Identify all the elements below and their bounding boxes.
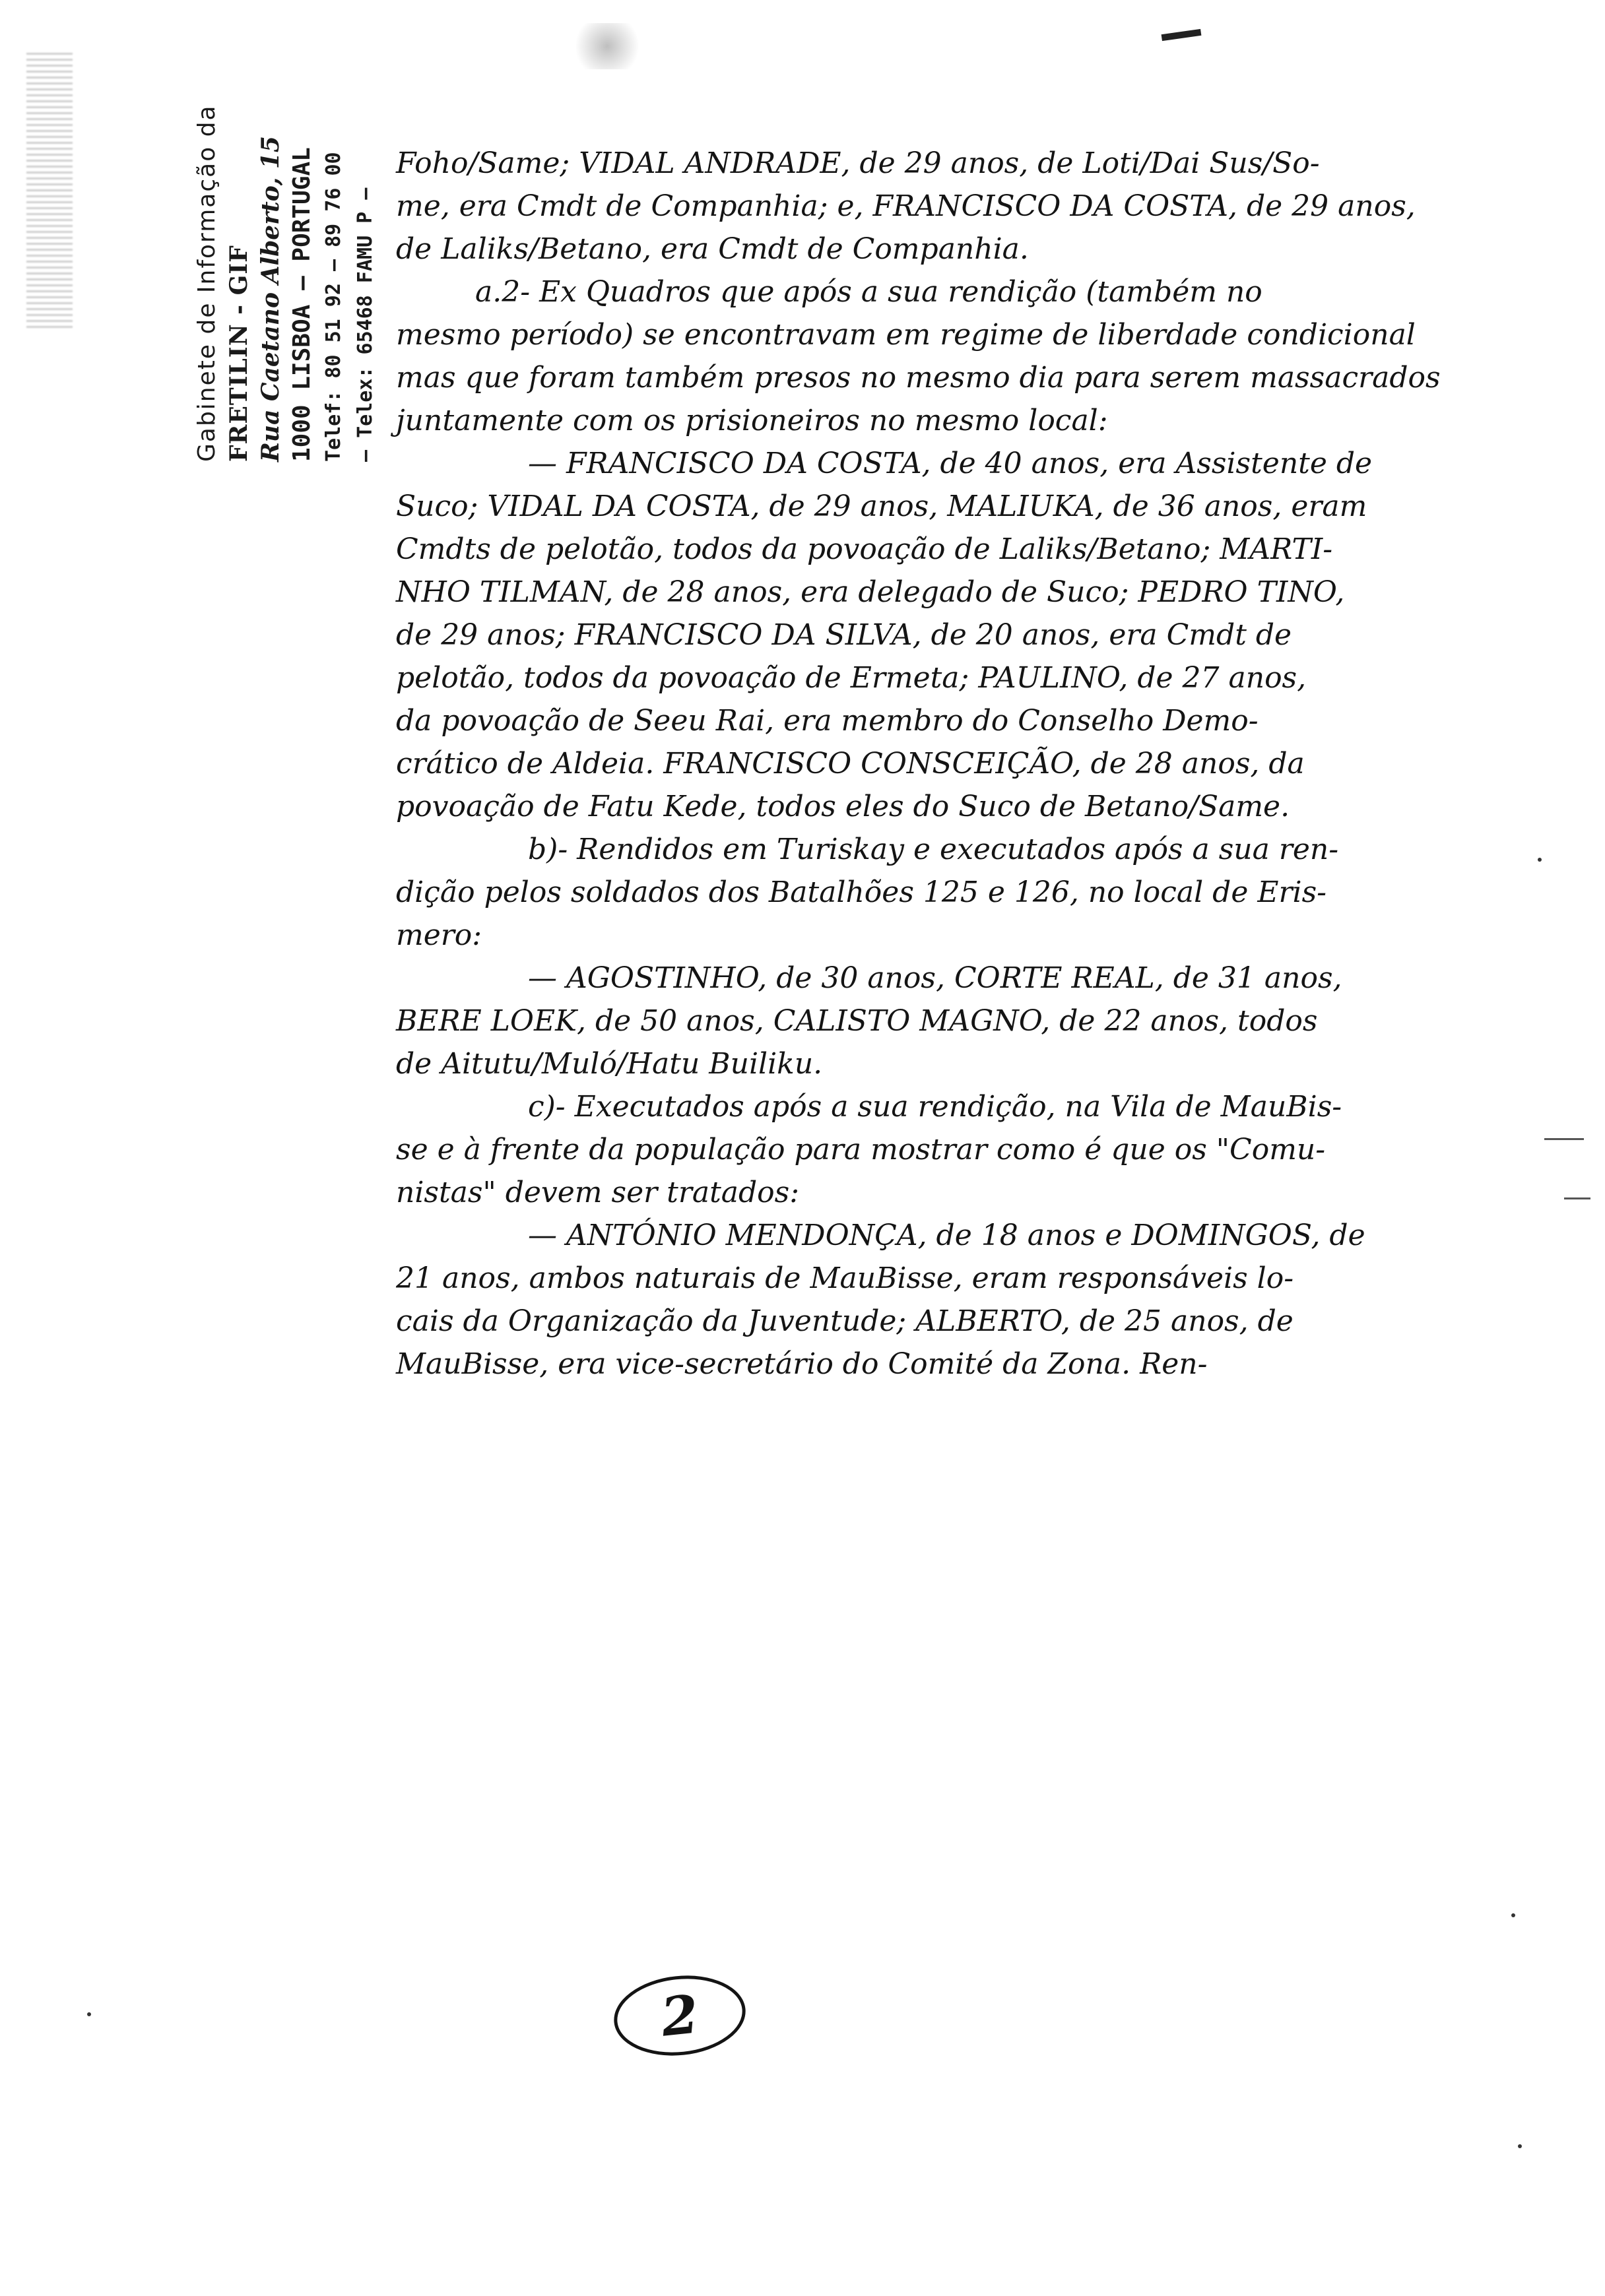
body-line: dição pelos soldados dos Batalhões 125 e 126, no local de Eris- xyxy=(396,876,1327,909)
letterhead-line-4: 1000 LISBOA — PORTUGAL xyxy=(288,147,315,462)
body-line: se e à frente da população para mostrar como é que os "Comu- xyxy=(396,1133,1326,1166)
body-line: mero: xyxy=(396,918,482,952)
scan-dash xyxy=(1564,1197,1590,1199)
letterhead-line-5: Telef: 80 51 92 — 89 76 00 xyxy=(322,152,345,462)
scan-speck xyxy=(1518,2144,1522,2148)
body-line: NHO TILMAN, de 28 anos, era delegado de Suco; PEDRO TINO, xyxy=(396,575,1345,609)
body-line: BERE LOEK, de 50 anos, CALISTO MAGNO, de 22 anos, todos xyxy=(396,1004,1318,1038)
letterhead-line-6: — Telex: 65468 FAMU P — xyxy=(354,187,377,462)
body-line: Suco; VIDAL DA COSTA, de 29 anos, MALIUKA, de 36 anos, eram xyxy=(396,490,1367,523)
body-line: juntamente com os prisioneiros no mesmo local: xyxy=(396,404,1108,437)
body-line: mas que foram também presos no mesmo dia para serem massacrados xyxy=(396,361,1441,395)
body-line: 21 anos, ambos naturais de MauBisse, eram responsáveis lo- xyxy=(396,1261,1294,1295)
body-line: — AGOSTINHO, de 30 anos, CORTE REAL, de 31 anos, xyxy=(528,961,1342,995)
body-line: povoação de Fatu Kede, todos eles do Suco de Betano/Same. xyxy=(396,790,1290,823)
body-line: — FRANCISCO DA COSTA, de 40 anos, era Assistente de xyxy=(528,447,1373,480)
body-line: mesmo período) se encontravam em regime de liberdade condicional xyxy=(396,318,1416,352)
letterhead-line-1: Gabinete de Informação da xyxy=(193,104,220,462)
body-line: Foho/Same; VIDAL ANDRADE, de 29 anos, de Loti/Dai Sus/So- xyxy=(396,146,1320,180)
body-line: da povoação de Seeu Rai, era membro do Conselho Demo- xyxy=(396,704,1259,738)
body-line: de 29 anos; FRANCISCO DA SILVA, de 20 anos, era Cmdt de xyxy=(396,618,1292,652)
scan-mark xyxy=(1162,29,1202,41)
page-number-circle: 2 xyxy=(610,1969,749,2062)
body-line: cais da Organização da Juventude; ALBERTO, de 25 anos, de xyxy=(396,1304,1294,1338)
scan-speck xyxy=(1511,1913,1515,1917)
scan-speck xyxy=(1538,858,1542,862)
body-line: nistas" devem ser tratados: xyxy=(396,1176,800,1209)
body-line: me, era Cmdt de Companhia; e, FRANCISCO DA COSTA, de 29 anos, xyxy=(396,189,1416,223)
scan-edge-noise xyxy=(26,53,73,330)
body-line: de Laliks/Betano, era Cmdt de Companhia. xyxy=(396,232,1029,266)
body-line: crático de Aldeia. FRANCISCO CONSCEIÇÃO, de 28 anos, da xyxy=(396,747,1305,781)
body-line: b)- Rendidos em Turiskay e executados após a sua ren- xyxy=(528,833,1339,866)
scan-smudge xyxy=(568,23,647,69)
body-line: a.2- Ex Quadros que após a sua rendição (também no xyxy=(475,275,1262,309)
handwritten-body xyxy=(396,142,1518,1386)
body-line: — ANTÓNIO MENDONÇA, de 18 anos e DOMINGOS, de xyxy=(528,1219,1365,1252)
letterhead-stamp xyxy=(191,104,381,462)
body-line: c)- Executados após a sua rendição, na Vila de MauBis- xyxy=(528,1090,1342,1124)
letterhead-line-2: FRETILIN - GIF xyxy=(225,245,253,462)
body-line: MauBisse, era vice-secretário do Comité da Zona. Ren- xyxy=(396,1347,1208,1381)
scan-speck xyxy=(87,2012,91,2016)
scan-dash xyxy=(1544,1138,1584,1140)
body-line: de Aitutu/Muló/Hatu Builiku. xyxy=(396,1047,823,1081)
body-line: Cmdts de pelotão, todos da povoação de Laliks/Betano; MARTI- xyxy=(396,532,1333,566)
letterhead-line-3: Rua Caetano Alberto, 15 xyxy=(257,136,284,462)
body-line: pelotão, todos da povoação de Ermeta; PAULINO, de 27 anos, xyxy=(396,661,1307,695)
